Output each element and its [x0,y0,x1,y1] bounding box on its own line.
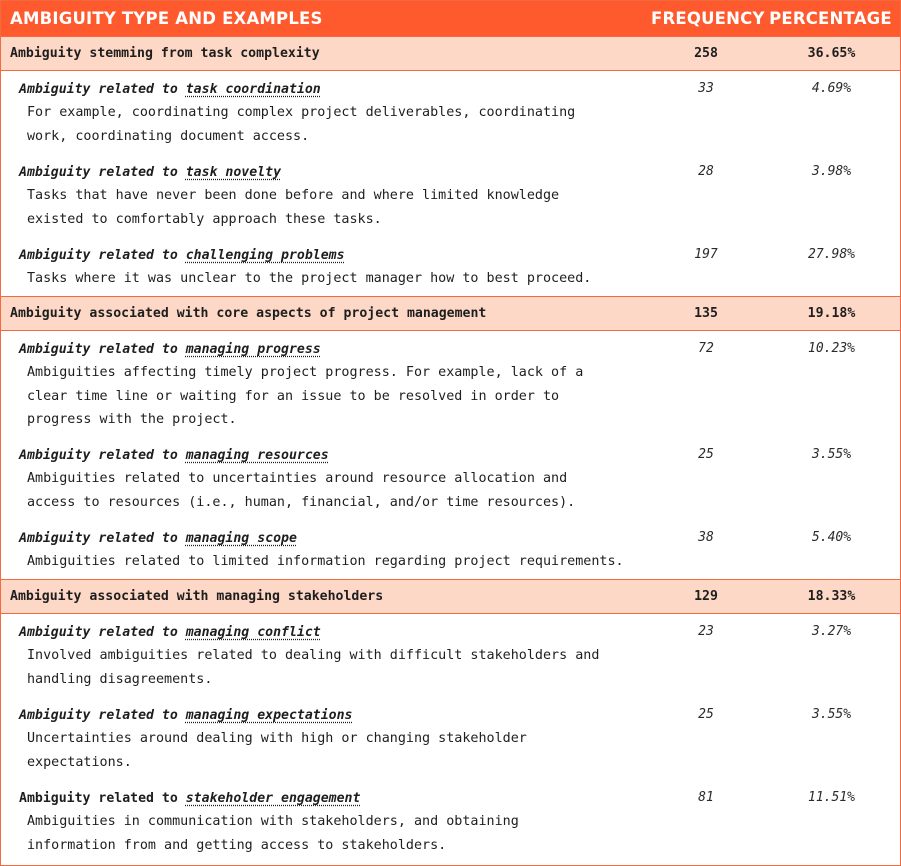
row-frequency: 33 [698,81,714,96]
row-description: Ambiguities affecting timely project progress. For example, lack of a clear time line or waiting for an issue to be resolved in order to progress with the project. [27,365,584,427]
row-percentage: 11.51% [808,790,855,805]
group-row [1,36,900,71]
row-percentage: 3.55% [811,707,852,722]
row-description: Ambiguities in communication with stakeholders, and obtaining information from and getting access to stakeholders. [27,814,519,853]
row-percentage: 3.98% [811,164,852,179]
row-frequency: 72 [698,341,714,356]
group-row [1,579,900,614]
row-frequency: 25 [698,447,714,462]
row-frequency: 28 [698,164,714,179]
row-percentage: 5.40% [811,530,852,545]
row-title: Ambiguity related to managing resources [19,448,329,463]
row-title: Ambiguity related to managing expectations [19,708,353,723]
header-percentage: PERCENTAGE [769,9,892,28]
row-description: For example, coordinating complex project deliverables, coordinating work, coordinating document access. [27,105,576,144]
row-description: Tasks where it was unclear to the project manager how to best proceed. [27,271,592,286]
row-description: Tasks that have never been done before and where limited knowledge existed to comfortably approach these tasks. [27,188,560,227]
row-frequency: 38 [698,530,714,545]
row-topic: managing resources [185,448,329,463]
group-row [1,296,900,331]
header-frequency: FREQUENCY [651,9,765,28]
row-topic: task coordination [185,82,321,97]
row-topic: task novelty [185,165,282,180]
group-title: Ambiguity stemming from task complexity [10,46,320,61]
row-frequency: 25 [698,707,714,722]
row-title: Ambiguity related to challenging problems [19,248,345,263]
table-row [1,154,900,237]
table-row [1,697,900,780]
group-percentage: 36.65% [807,46,856,61]
row-description: Ambiguities related to limited information regarding project requirements. [27,554,624,569]
table-row [1,780,900,857]
table-row [1,71,900,154]
row-topic: managing conflict [185,625,321,640]
row-title: Ambiguity related to managing scope [19,531,297,546]
table-row [1,237,900,296]
row-title: Ambiguity related to managing progress [19,342,321,357]
row-topic: managing expectations [185,708,353,723]
group-title: Ambiguity associated with managing stakeholders [10,589,384,604]
group-title: Ambiguity associated with core aspects of project management [10,306,487,321]
row-frequency: 81 [698,790,714,805]
row-description: Uncertainties around dealing with high or changing stakeholder expectations. [27,731,527,770]
group-frequency: 129 [694,589,718,604]
row-description: Ambiguities related to uncertainties around resource allocation and access to resources (i.e., human, financial, and/or time resources). [27,471,576,510]
row-topic: stakeholder engagement [185,791,361,806]
row-percentage: 3.55% [811,447,852,462]
group-percentage: 19.18% [807,306,856,321]
row-frequency: 23 [698,624,714,639]
table-row [1,520,900,579]
group-frequency: 135 [694,306,718,321]
row-percentage: 10.23% [808,341,855,356]
row-title: Ambiguity related to managing conflict [19,625,321,640]
row-topic: managing progress [185,342,321,357]
row-title: Ambiguity related to task coordination [19,82,321,97]
row-topic: managing scope [185,531,297,546]
row-percentage: 3.27% [811,624,852,639]
row-description: Involved ambiguities related to dealing with difficult stakeholders and handling disagreements. [27,648,600,687]
table-header [1,1,900,36]
group-frequency: 258 [694,46,718,61]
row-percentage: 27.98% [808,247,855,262]
table-row [1,437,900,520]
row-percentage: 4.69% [811,81,852,96]
group-percentage: 18.33% [807,589,856,604]
table-row [1,331,900,437]
row-title: Ambiguity related to task novelty [19,165,282,180]
row-title: Ambiguity related to stakeholder engagement [19,791,361,806]
row-frequency: 197 [694,247,718,262]
header-type: AMBIGUITY TYPE AND EXAMPLES [10,9,323,28]
row-topic: challenging problems [185,248,345,263]
table-row [1,614,900,697]
